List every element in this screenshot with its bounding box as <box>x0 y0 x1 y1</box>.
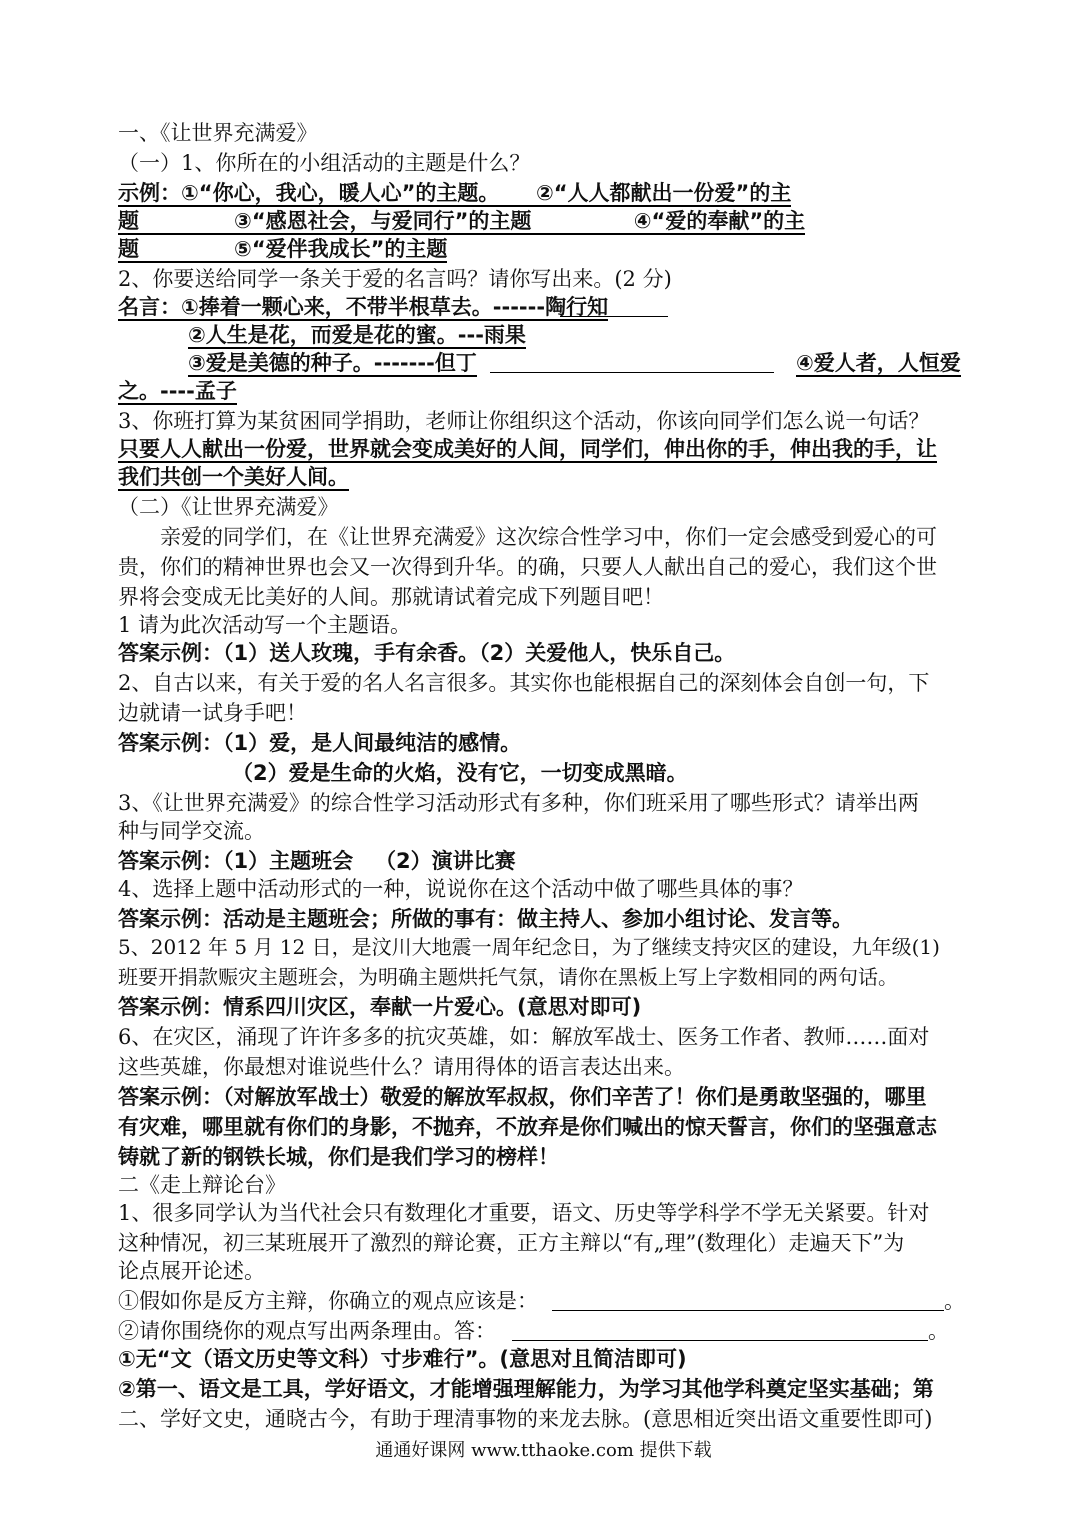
answer-line: 题 ⑤“爱伴我成长”的主题 <box>118 237 448 261</box>
answer-line: 答案示例：（对解放军战士）敬爱的解放军叔叔，你们辛苦了！你们是勇敢坚强的，哪里 <box>118 1085 927 1109</box>
answer-line: 答案示例：活动是主题班会；所做的事有：做主持人、参加小组讨论、发言等。 <box>118 907 853 931</box>
paragraph-line: 界将会变成无比美好的人间。那就请试着完成下列题目吧！ <box>118 585 664 609</box>
answer-line: 题 ③“感恩社会，与爱同行”的主题 ④“爱的奉献”的主 <box>118 209 806 233</box>
answer-line: 名言：①捧着一颗心来，不带半根草去。------陶行知 <box>118 295 609 319</box>
question-line: 边就请一试身手吧！ <box>118 701 307 725</box>
paragraph-line: 亲爱的同学们，在《让世界充满爱》这次综合性学习中，你们一定会感受到爱心的可 <box>160 525 937 549</box>
page-footer: 通通好课网 www.tthaoke.com 提供下载 <box>375 1440 712 1461</box>
question-line: 1、很多同学认为当代社会只有数理化才重要，语文、历史等学科学不学无关紧要。针对 <box>118 1201 930 1225</box>
answer-blank <box>512 1340 928 1341</box>
answer-line: 有灾难，哪里就有你们的身影，不抛弃，不放弃是你们喊出的惊天誓言，你们的坚强意志 <box>118 1115 937 1139</box>
answer-line: ③爱是美德的种子。-------但丁 <box>188 351 477 375</box>
answer-line: 答案示例：情系四川灾区，奉献一片爱心。(意思对即可) <box>118 995 642 1019</box>
answer-line: ④爱人者，人恒爱 <box>796 351 961 375</box>
paragraph-line: 贵，你们的精神世界也会又一次得到升华。的确，只要人人献出自己的爱心，我们这个世 <box>118 555 937 579</box>
answer-line: 答案示例：（1）送人玫瑰，手有余香。（2）关爱他人，快乐自己。 <box>118 641 736 665</box>
question-line: 这种情况，初三某班展开了激烈的辩论赛，正方主辩以“有„理”(数理化）走遍天下”为 <box>118 1231 905 1255</box>
answer-line: ①无“文（语文历史等文科）寸步难行”。(意思对且简洁即可) <box>118 1347 687 1371</box>
answer-line: ②人生是花，而爱是花的蜜。---雨果 <box>188 323 526 347</box>
answer-line: 答案示例：（1）爱，是人间最纯洁的感情。 <box>118 731 522 755</box>
question-line: ②请你围绕你的观点写出两条理由。答： <box>118 1319 496 1343</box>
line-end-mark: 。 <box>944 1289 965 1313</box>
question-line: 1 请为此次活动写一个主题语。 <box>118 613 412 637</box>
answer-line: 只要人人献出一份爱，世界就会变成美好的人间，同学们，伸出你的手，伸出我的手，让 <box>118 437 937 461</box>
section-heading-2: （二）《让世界充满爱》 <box>118 495 339 519</box>
question-line: 2、你要送给同学一条关于爱的名言吗？请你写出来。(2 分) <box>118 267 672 291</box>
section-heading-3: 二《走上辩论台》 <box>118 1173 286 1197</box>
question-line: ①假如你是反方主辩，你确立的观点应该是： <box>118 1289 538 1313</box>
answer-line: （2）爱是生命的火焰，没有它，一切变成黑暗。 <box>232 761 688 785</box>
question-line: 6、在灾区，涌现了许许多多的抗灾英雄，如：解放军战士、医务工作者、教师……面对 <box>118 1025 930 1049</box>
answer-line: 铸就了新的钢铁长城，你们是我们学习的榜样！ <box>118 1145 559 1169</box>
question-line: 3、《让世界充满爱》的综合性学习活动形式有多种，你们班采用了哪些形式？请举出两 <box>118 791 919 815</box>
answer-blank <box>552 1310 944 1311</box>
question-line: 班要开捐款赈灾主题班会，为明确主题烘托气氛，请你在黑板上写上字数相同的两句话。 <box>118 965 898 989</box>
question-line: 种与同学交流。 <box>118 819 265 843</box>
answer-line: 示例：①“你心，我心，暖人心”的主题。 ②“人人都献出一份爱”的主 <box>118 181 792 205</box>
question-line: 4、选择上题中活动形式的一种，说说你在这个活动中做了哪些具体的事？ <box>118 877 804 901</box>
question-line: 3、你班打算为某贫困同学捐助，老师让你组织这个活动，你该向同学们怎么说一句话？ <box>118 409 930 433</box>
question-line: （一）1、你所在的小组活动的主题是什么？ <box>118 151 531 175</box>
answer-line: 答案示例：（1）主题班会 （2）演讲比赛 <box>118 849 516 873</box>
answer-line: 二、学好文史，通晓古今，有助于理清事物的来龙去脉。(意思相近突出语文重要性即可) <box>118 1407 933 1431</box>
answer-line: 我们共创一个美好人间。 <box>118 465 349 489</box>
answer-line: 之。----孟子 <box>118 379 237 403</box>
section-heading-1: 一、《让世界充满爱》 <box>118 121 318 145</box>
question-line: 5、2012 年 5 月 12 日，是汶川大地震一周年纪念日，为了继续支持灾区的建设，九年级(1) <box>118 935 940 959</box>
answer-line: ②第一、语文是工具，学好语文，才能增强理解能力，为学习其他学科奠定坚实基础；第 <box>118 1377 934 1401</box>
question-line: 论点展开论述。 <box>118 1259 265 1283</box>
question-line: 2、自古以来，有关于爱的名人名言很多。其实你也能根据自己的深刻体会自创一句，下 <box>118 671 930 695</box>
question-line: 这些英雄，你最想对谁说些什么？请用得体的语言表达出来。 <box>118 1055 685 1079</box>
line-end-mark: 。 <box>928 1319 949 1343</box>
